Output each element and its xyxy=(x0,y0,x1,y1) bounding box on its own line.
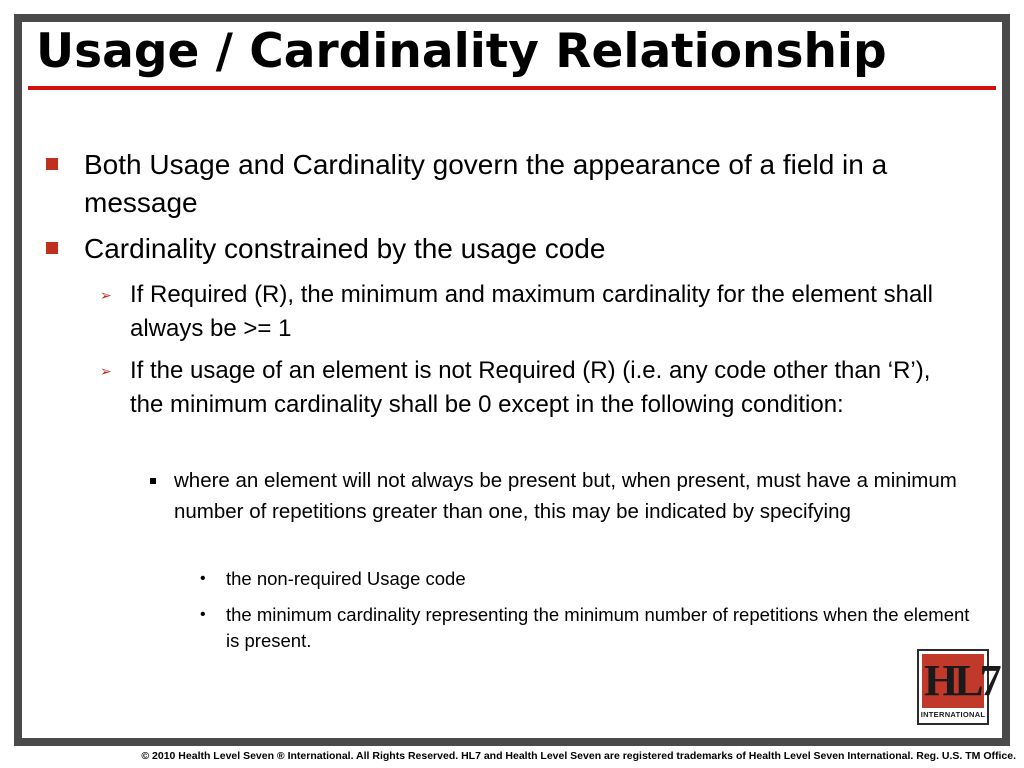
sub-sub-bullet-item xyxy=(174,465,974,527)
dot-bullet-icon: • xyxy=(200,570,206,587)
dot-bullet-icon: • xyxy=(200,606,206,623)
arrow-bullet-icon: ➢ xyxy=(100,363,112,379)
slide-title: Usage / Cardinality Relationship xyxy=(36,24,887,79)
bullet-text: Both Usage and Cardinality govern the appearance of a field in a message xyxy=(84,149,888,218)
copyright-footer: © 2010 Health Level Seven ® International. All Rights Reserved. HL7 and Health Level Seven are registered trademarks of Health Level Seven International. Reg. U.S. TM Office. xyxy=(141,750,1016,762)
square-bullet-icon xyxy=(46,158,58,170)
slide-body xyxy=(22,22,1002,738)
sub-bullet-item xyxy=(100,354,970,422)
sub-bullet-text: If Required (R), the minimum and maximum cardinality for the element shall always be >= 1 xyxy=(130,281,933,342)
hl7-logo xyxy=(917,649,998,725)
bullet-item xyxy=(84,146,964,222)
arrow-bullet-icon: ➢ xyxy=(100,287,112,303)
hl7-logo-mark xyxy=(922,654,998,708)
detail-bullet-item xyxy=(200,602,986,654)
sub-sub-bullet-text: where an element will not always be present but, when present, must have a minimum number of repetitions greater than one, this may be indicated by specifying xyxy=(174,469,957,523)
small-square-bullet-icon xyxy=(150,478,156,484)
bullet-text: Cardinality constrained by the usage code xyxy=(84,233,606,264)
detail-bullet-item xyxy=(200,566,986,592)
sub-bullet-text: If the usage of an element is not Required (R) (i.e. any code other than ‘R’), the minimum cardinality shall be 0 except in the following condition: xyxy=(130,357,931,418)
hl7-logo-letters: HL7 xyxy=(924,656,998,705)
detail-bullet-text: the minimum cardinality representing the minimum number of repetitions when the element is present. xyxy=(226,604,970,651)
bullet-list xyxy=(22,22,1002,738)
bullet-item xyxy=(84,230,964,268)
hl7-logo-caption: INTERNATIONAL xyxy=(920,710,986,719)
detail-bullet-text: the non-required Usage code xyxy=(226,568,466,589)
square-bullet-icon xyxy=(46,242,58,254)
sub-bullet-item xyxy=(100,278,970,346)
